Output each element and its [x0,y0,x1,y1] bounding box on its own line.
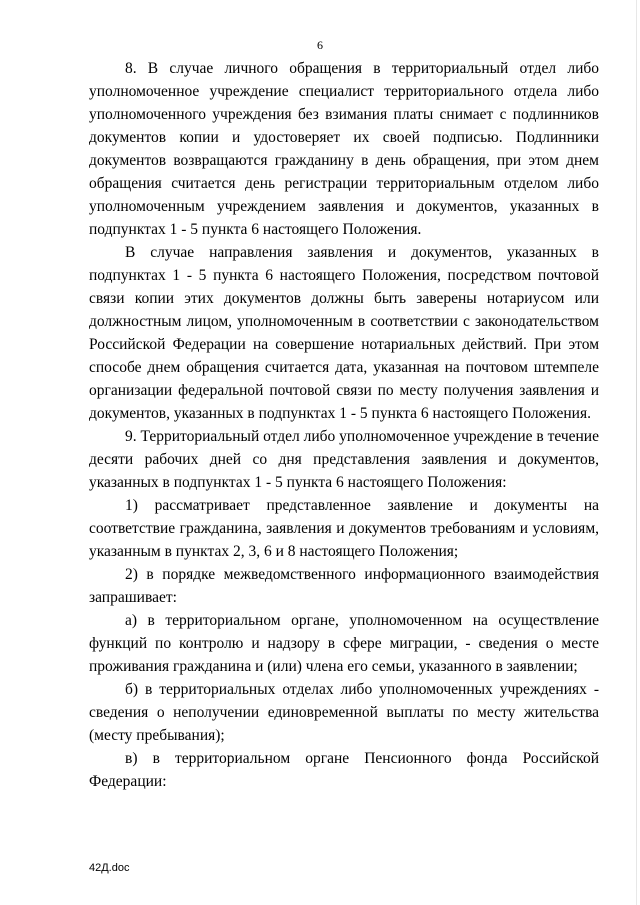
paragraph-9-item-2v: в) в территориальном органе Пенсионного фонда Российской Федерации: [89,750,599,790]
page-number: 6 [317,38,323,52]
paragraph-9-item-2b: б) в территориальных отделах либо уполномоченных учреждениях - сведения о неполучении единовременной выплаты по месту жительства (месту пребывания); [89,681,599,744]
paragraph-9-item-1: 1) рассматривает представленное заявление и документы на соответствие гражданина, заявления и документов требованиям и условиям, указанным в пунктах 2, 3, 6 и 8 настоящего Положения; [89,497,599,560]
document-body [89,57,599,793]
paragraph-9-item-2a: а) в территориальном органе, уполномоченном на осуществление функций по контролю и надзору в сфере миграции, - сведения о месте проживания гражданина и (или) члена его семьи, указанного в заявлении; [89,612,599,675]
paragraph-9: 9. Территориальный отдел либо уполномоченное учреждение в течение десяти рабочих дней со дня представления заявления и документов, указанных в подпунктах 1 - 5 пункта 6 настоящего Положения: [89,428,599,491]
paragraph-9-item-2: 2) в порядке межведомственного информационного взаимодействия запрашивает: [89,566,599,606]
paragraph-postal: В случае направления заявления и документов, указанных в подпунктах 1 - 5 пункта 6 настоящего Положения, посредством почтовой связи копии этих документов должны быть заверены нотариусом или должностным лицом, уполномоченным в соответствии с законодательством Российской Федерации на совершение нотариальных действий. При этом способе днем обращения считается дата, указанная на почтовом штемпеле организации федеральной почтовой связи по месту получения заявления и документов, указанных в подпунктах 1 - 5 пункта 6 настоящего Положения. [89,244,599,422]
paragraph-8: 8. В случае личного обращения в территориальный отдел либо уполномоченное учреждение специалист территориального отдела либо уполномоченного учреждения без взимания платы снимает с подлинников документов копии и удостоверяет их своей подписью. Подлинники документов возвращаются гражданину в день обращения, при этом днем обращения считается день регистрации территориальным отделом либо уполномоченным учреждением заявления и документов, указанных в подпунктах 1 - 5 пункта 6 настоящего Положения. [89,60,599,238]
page-edge [636,0,637,905]
file-name-footer: 42Д.doc [89,862,130,874]
